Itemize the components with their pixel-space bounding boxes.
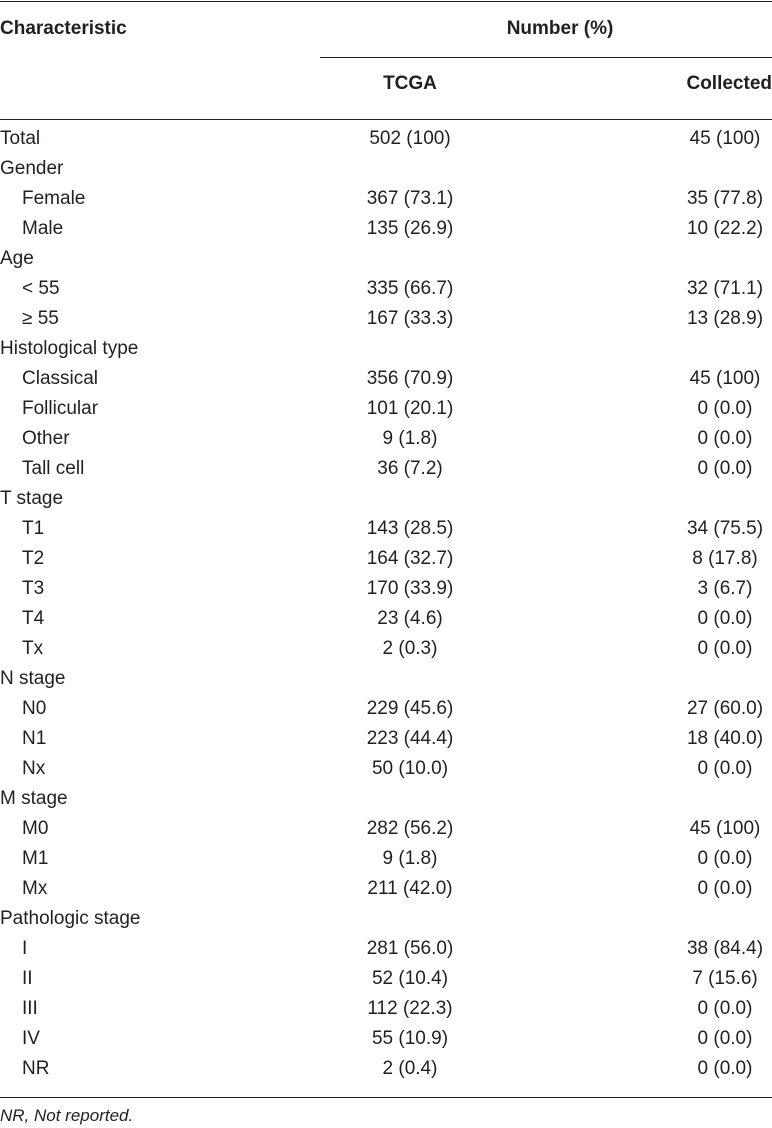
table-row-category <box>0 334 772 364</box>
collected-value: 10 (22.2) <box>686 218 764 239</box>
tcga-value: 356 (70.9) <box>366 368 454 389</box>
collected-value: 0 (0.0) <box>697 428 753 449</box>
table-row <box>0 124 772 154</box>
row-label: N1 <box>22 728 47 749</box>
table-row <box>0 634 772 664</box>
tcga-value: 55 (10.9) <box>371 1028 449 1049</box>
tcga-value: 335 (66.7) <box>366 278 454 299</box>
table-row <box>0 964 772 994</box>
table-row <box>0 844 772 874</box>
row-label: III <box>22 998 38 1019</box>
collected-value: 0 (0.0) <box>697 1028 753 1049</box>
collected-value: 7 (15.6) <box>692 968 758 989</box>
table-row <box>0 1054 772 1084</box>
table-row <box>0 814 772 844</box>
category-label: Histological type <box>0 338 139 359</box>
table-row-category <box>0 244 772 274</box>
collected-value: 0 (0.0) <box>697 848 753 869</box>
table-row-category <box>0 664 772 694</box>
collected-value: 0 (0.0) <box>697 758 753 779</box>
category-label: M stage <box>0 788 68 809</box>
collected-value: 0 (0.0) <box>697 398 753 419</box>
header-group-rule <box>320 57 772 58</box>
table-body <box>0 124 772 1084</box>
row-label: Tx <box>22 638 44 659</box>
header-bottom-rule <box>0 119 772 120</box>
table-row <box>0 424 772 454</box>
tcga-value: 211 (42.0) <box>367 878 453 899</box>
table-row <box>0 364 772 394</box>
row-label: N0 <box>22 698 47 719</box>
table-row <box>0 304 772 334</box>
header-characteristic: Characteristic <box>0 18 127 39</box>
tcga-value: 2 (0.3) <box>382 638 438 659</box>
collected-value: 38 (84.4) <box>686 938 764 959</box>
row-label: M0 <box>22 818 49 839</box>
table-row <box>0 274 772 304</box>
table-row-category <box>0 784 772 814</box>
row-label: T2 <box>22 548 45 569</box>
collected-value: 45 (100) <box>689 818 761 839</box>
collected-value: 0 (0.0) <box>697 608 753 629</box>
table-row <box>0 214 772 244</box>
tcga-value: 50 (10.0) <box>371 758 449 779</box>
collected-value: 45 (100) <box>689 128 761 149</box>
row-label: II <box>22 968 33 989</box>
collected-value: 0 (0.0) <box>697 878 753 899</box>
table-row <box>0 394 772 424</box>
category-label: Age <box>0 248 34 269</box>
tcga-value: 143 (28.5) <box>366 518 454 539</box>
table-row <box>0 724 772 754</box>
table-footnote: NR, Not reported. <box>0 1106 134 1125</box>
table-row-category <box>0 154 772 184</box>
collected-value: 13 (28.9) <box>686 308 764 329</box>
table-row <box>0 754 772 784</box>
tcga-value: 9 (1.8) <box>382 848 438 869</box>
tcga-value: 367 (73.1) <box>366 188 454 209</box>
tcga-value: 112 (22.3) <box>367 998 453 1019</box>
collected-value: 34 (75.5) <box>686 518 764 539</box>
tcga-value: 101 (20.1) <box>366 398 454 419</box>
row-label: IV <box>22 1028 40 1049</box>
category-label: Gender <box>0 158 64 179</box>
table-row-category <box>0 484 772 514</box>
table-row <box>0 994 772 1024</box>
table-bottom-rule <box>0 1097 772 1098</box>
tcga-value: 135 (26.9) <box>366 218 454 239</box>
row-label: T4 <box>22 608 45 629</box>
table-top-rule <box>0 1 772 2</box>
tcga-value: 52 (10.4) <box>371 968 449 989</box>
row-label: ≥ 55 <box>22 308 59 329</box>
collected-value: 35 (77.8) <box>686 188 764 209</box>
table-row <box>0 544 772 574</box>
row-label: Total <box>0 128 41 149</box>
row-label: M1 <box>22 848 49 869</box>
table-row <box>0 184 772 214</box>
tcga-value: 9 (1.8) <box>382 428 438 449</box>
header-number-percent: Number (%) <box>506 18 614 39</box>
collected-value: 27 (60.0) <box>686 698 764 719</box>
tcga-value: 2 (0.4) <box>382 1058 438 1079</box>
tcga-value: 223 (44.4) <box>366 728 454 749</box>
tcga-value: 502 (100) <box>369 128 451 149</box>
row-label: Follicular <box>22 398 99 419</box>
table-row <box>0 874 772 904</box>
tcga-value: 170 (33.9) <box>366 578 454 599</box>
collected-value: 32 (71.1) <box>686 278 764 299</box>
collected-value: 0 (0.0) <box>697 1058 753 1079</box>
collected-value: 8 (17.8) <box>692 548 758 569</box>
tcga-value: 36 (7.2) <box>377 458 443 479</box>
table-row <box>0 574 772 604</box>
row-label: Male <box>22 218 64 239</box>
collected-value: 0 (0.0) <box>697 998 753 1019</box>
collected-value: 0 (0.0) <box>697 458 753 479</box>
row-label: T1 <box>22 518 45 539</box>
header-collected: Collected <box>686 73 772 94</box>
table-row <box>0 694 772 724</box>
table-row-category <box>0 904 772 934</box>
tcga-value: 164 (32.7) <box>366 548 454 569</box>
row-label: Other <box>22 428 70 449</box>
table-row <box>0 604 772 634</box>
category-label: Pathologic stage <box>0 908 141 929</box>
table-row <box>0 1024 772 1054</box>
category-label: T stage <box>0 488 64 509</box>
category-label: N stage <box>0 668 66 689</box>
tcga-value: 282 (56.2) <box>366 818 454 839</box>
header-tcga: TCGA <box>383 73 437 94</box>
table-row <box>0 934 772 964</box>
row-label: Mx <box>22 878 48 899</box>
collected-value: 3 (6.7) <box>697 578 753 599</box>
row-label: Female <box>22 188 86 209</box>
row-label: I <box>22 938 28 959</box>
row-label: Nx <box>22 758 46 779</box>
row-label: Tall cell <box>22 458 85 479</box>
row-label: Classical <box>22 368 99 389</box>
row-label: < 55 <box>22 278 60 299</box>
tcga-value: 167 (33.3) <box>366 308 454 329</box>
collected-value: 0 (0.0) <box>697 638 753 659</box>
tcga-value: 23 (4.6) <box>377 608 443 629</box>
row-label: T3 <box>22 578 45 599</box>
collected-value: 45 (100) <box>689 368 761 389</box>
row-label: NR <box>22 1058 50 1079</box>
tcga-value: 229 (45.6) <box>366 698 454 719</box>
table-row <box>0 454 772 484</box>
tcga-value: 281 (56.0) <box>366 938 454 959</box>
table-row <box>0 514 772 544</box>
collected-value: 18 (40.0) <box>686 728 764 749</box>
